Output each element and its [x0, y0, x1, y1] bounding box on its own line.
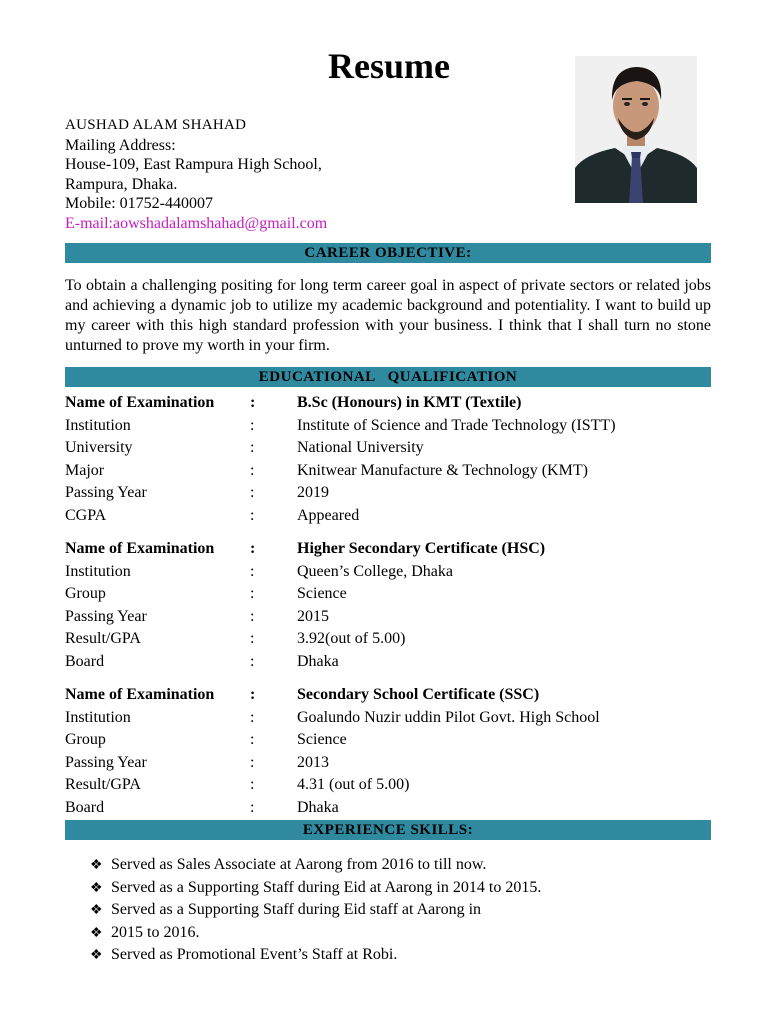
field-separator: : — [250, 708, 255, 726]
field-separator: : — [250, 562, 255, 580]
field-value: 2019 — [297, 484, 329, 501]
field-separator: : — [250, 416, 255, 434]
list-item-text: 2015 to 2016. — [111, 923, 200, 941]
field-label: Board — [65, 798, 105, 816]
field-separator: : — [250, 540, 256, 557]
field-separator: : — [250, 753, 255, 771]
diamond-bullet-icon: ❖ — [90, 858, 103, 873]
field-separator: : — [250, 798, 255, 816]
education-row — [65, 606, 725, 629]
field-value: Queen’s College, Dhaka — [297, 562, 453, 580]
field-value: B.Sc (Honours) in KMT (Textile) — [297, 394, 522, 411]
education-group-bsc — [65, 392, 725, 527]
list-item — [90, 854, 541, 877]
mobile-number: Mobile: 01752-440007 — [65, 195, 213, 212]
field-value: Dhaka — [297, 652, 339, 670]
field-value: Knitwear Manufacture & Technology (KMT) — [297, 461, 588, 479]
field-label: Institution — [65, 416, 131, 434]
diamond-bullet-icon: ❖ — [90, 903, 103, 918]
list-item — [90, 899, 541, 922]
field-value: 3.92(out of 5.00) — [297, 630, 406, 647]
education-row — [65, 538, 725, 561]
list-item-text: Served as Sales Associate at Aarong from 2016 to till now. — [111, 856, 487, 873]
education-row — [65, 583, 725, 606]
field-value: 4.31 (out of 5.00) — [297, 776, 410, 793]
field-separator: : — [250, 607, 255, 625]
field-value: Institute of Science and Trade Technology (ISTT) — [297, 416, 616, 434]
field-separator: : — [250, 686, 256, 703]
field-separator: : — [250, 652, 255, 670]
field-label: Group — [65, 585, 106, 602]
field-value: 2013 — [297, 753, 329, 771]
field-label: CGPA — [65, 506, 107, 524]
field-label: Result/GPA — [65, 630, 141, 647]
field-label: Result/GPA — [65, 776, 141, 793]
field-value: Dhaka — [297, 798, 339, 816]
experience-list — [90, 854, 541, 967]
field-value: Appeared — [297, 506, 360, 524]
field-separator: : — [250, 439, 255, 456]
field-separator: : — [250, 630, 255, 647]
page-title: Resume — [328, 46, 450, 86]
education-row — [65, 729, 725, 752]
address-line-1: House-109, East Rampura High School, — [65, 156, 322, 173]
field-label: Board — [65, 652, 105, 670]
field-value: Higher Secondary Certificate (HSC) — [297, 540, 546, 557]
education-row — [65, 482, 725, 505]
education-row — [65, 437, 725, 460]
education-row — [65, 505, 725, 528]
field-label: Major — [65, 461, 105, 479]
field-label: Passing Year — [65, 484, 147, 501]
education-row — [65, 651, 725, 674]
field-separator: : — [250, 484, 255, 501]
field-separator: : — [250, 506, 255, 524]
list-item — [90, 944, 541, 967]
field-label: Name of Examination — [65, 540, 215, 557]
education-row — [65, 628, 725, 651]
field-separator: : — [250, 461, 255, 479]
list-item-text: Served as a Supporting Staff during Eid staff at Aarong in — [111, 901, 482, 918]
field-separator: : — [250, 731, 255, 748]
education-row — [65, 752, 725, 775]
list-item-text: Served as a Supporting Staff during Eid at Aarong in 2014 to 2015. — [111, 878, 542, 896]
education-group-ssc — [65, 684, 725, 819]
field-label: Passing Year — [65, 753, 147, 771]
profile-photo-image — [575, 56, 697, 203]
section-header-career-objective: CAREER OBJECTIVE: — [65, 243, 711, 263]
field-value: National University — [297, 439, 424, 456]
diamond-bullet-icon: ❖ — [90, 948, 103, 963]
list-item — [90, 922, 541, 945]
field-label: Institution — [65, 708, 131, 726]
contact-block — [65, 116, 327, 233]
education-row — [65, 774, 725, 797]
mailing-label: Mailing Address: — [65, 136, 176, 154]
email-address: E-mail:aowshadalamshahad@gmail.com — [65, 214, 328, 232]
education-row — [65, 460, 725, 483]
field-label: Group — [65, 731, 106, 748]
field-value: Goalundo Nuzir uddin Pilot Govt. High School — [297, 708, 600, 726]
field-value: 2015 — [297, 607, 329, 625]
field-separator: : — [250, 776, 255, 793]
list-item — [90, 877, 541, 900]
diamond-bullet-icon: ❖ — [90, 880, 103, 896]
education-row — [65, 707, 725, 730]
section-header-experience-skills: EXPERIENCE SKILLS: — [65, 820, 711, 840]
address-line-2: Rampura, Dhaka. — [65, 175, 178, 193]
field-label: Name of Examination — [65, 686, 215, 703]
field-label: University — [65, 439, 133, 456]
diamond-bullet-icon: ❖ — [90, 925, 103, 941]
education-row — [65, 797, 725, 820]
field-label: Name of Examination — [65, 394, 215, 411]
education-row — [65, 561, 725, 584]
applicant-name: AUSHAD ALAM SHAHAD — [65, 117, 247, 133]
field-separator: : — [250, 585, 255, 602]
field-value: Secondary School Certificate (SSC) — [297, 686, 540, 703]
career-objective-text: To obtain a challenging positing for long term career goal in aspect of private sectors or related jobs and achieving a dynamic job to utilize my academic background and potentiality. I want to build up my career with this high standard profession with your business. I think that I shall turn no stone unturned to prove my worth in your firm. — [65, 277, 711, 354]
field-value: Science — [297, 585, 347, 602]
section-header-educational-qualification: EDUCATIONAL QUALIFICATION — [65, 367, 711, 387]
education-row — [65, 392, 725, 415]
field-value: Science — [297, 731, 347, 748]
education-row — [65, 684, 725, 707]
education-group-hsc — [65, 538, 725, 673]
education-row — [65, 415, 725, 438]
list-item-text: Served as Promotional Event’s Staff at Robi. — [111, 946, 398, 963]
field-separator: : — [250, 394, 256, 411]
field-label: Passing Year — [65, 607, 147, 625]
profile-photo — [575, 56, 697, 203]
field-label: Institution — [65, 562, 131, 580]
